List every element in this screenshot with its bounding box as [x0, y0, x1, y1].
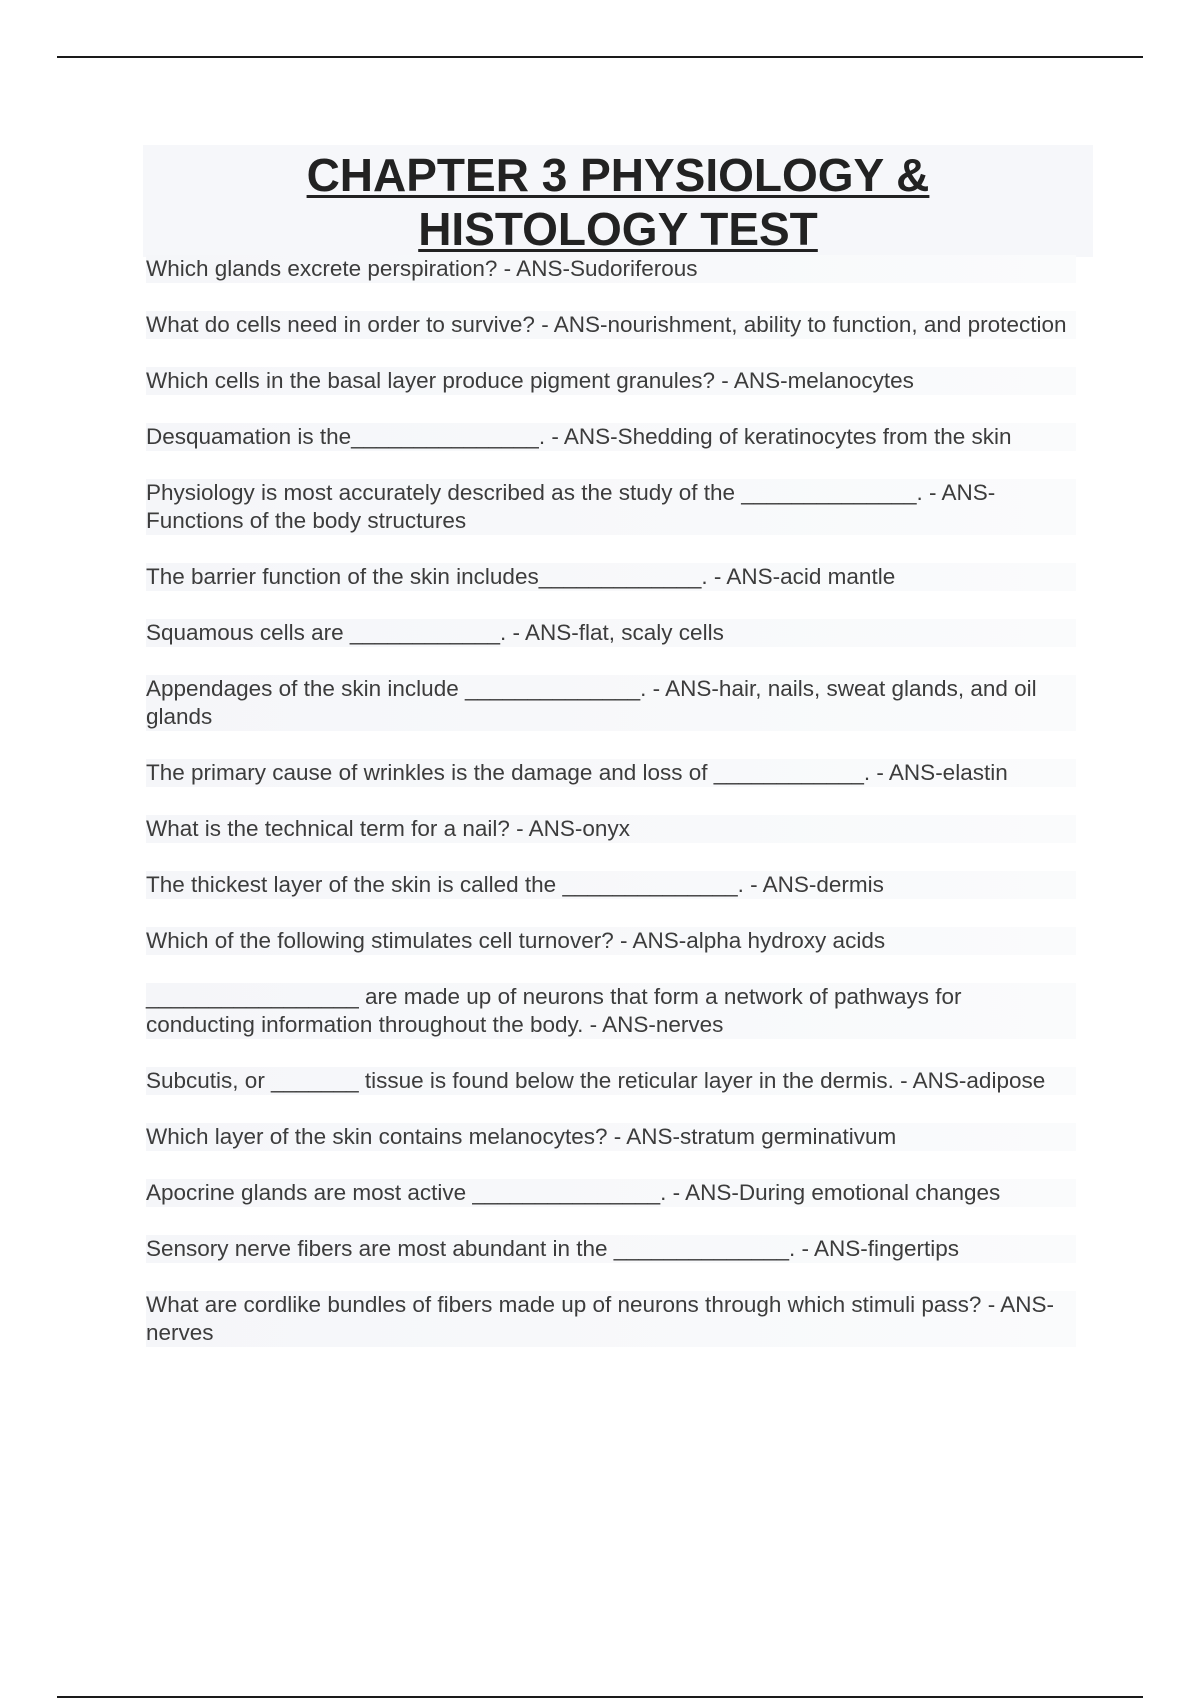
qa-item-12: Which of the following stimulates cell turnover? - ANS-alpha hydroxy acids: [146, 927, 1076, 955]
title-line-1: CHAPTER 3 PHYSIOLOGY &: [306, 149, 930, 201]
qa-item-10: What is the technical term for a nail? - ANS-onyx: [146, 815, 1076, 843]
qa-item-3: Which cells in the basal layer produce pigment granules? - ANS-melanocytes: [146, 367, 1076, 395]
qa-item-11: The thickest layer of the skin is called the ______________. - ANS-dermis: [146, 871, 1076, 899]
qa-item-16: Apocrine glands are most active _______________. - ANS-During emotional changes: [146, 1179, 1076, 1207]
qa-item-4: Desquamation is the_______________. - ANS-Shedding of keratinocytes from the skin: [146, 423, 1076, 451]
qa-item-14: Subcutis, or _______ tissue is found below the reticular layer in the dermis. - ANS-adipose: [146, 1067, 1076, 1095]
qa-item-2: What do cells need in order to survive? - ANS-nourishment, ability to function, and protection: [146, 311, 1076, 339]
page-title: [143, 145, 1093, 257]
qa-item-5: Physiology is most accurately described as the study of the ______________. - ANS-Functions of the body structures: [146, 479, 1076, 535]
bottom-rule: [57, 1696, 1143, 1698]
qa-item-7: Squamous cells are ____________. - ANS-flat, scaly cells: [146, 619, 1076, 647]
title-line-2: HISTOLOGY TEST: [418, 203, 818, 255]
qa-item-17: Sensory nerve fibers are most abundant in the ______________. - ANS-fingertips: [146, 1235, 1076, 1263]
question-list: [146, 255, 1076, 1375]
qa-item-6: The barrier function of the skin includes_____________. - ANS-acid mantle: [146, 563, 1076, 591]
qa-item-15: Which layer of the skin contains melanocytes? - ANS-stratum germinativum: [146, 1123, 1076, 1151]
qa-item-9: The primary cause of wrinkles is the damage and loss of ____________. - ANS-elastin: [146, 759, 1076, 787]
qa-item-13: _________________ are made up of neurons that form a network of pathways for conducting information throughout the body. - ANS-nerves: [146, 983, 1076, 1039]
qa-item-8: Appendages of the skin include ______________. - ANS-hair, nails, sweat glands, and oil glands: [146, 675, 1076, 731]
qa-item-18: What are cordlike bundles of fibers made up of neurons through which stimuli pass? - ANS-nerves: [146, 1291, 1076, 1347]
qa-item-1: Which glands excrete perspiration? - ANS-Sudoriferous: [146, 255, 1076, 283]
top-rule: [57, 56, 1143, 58]
